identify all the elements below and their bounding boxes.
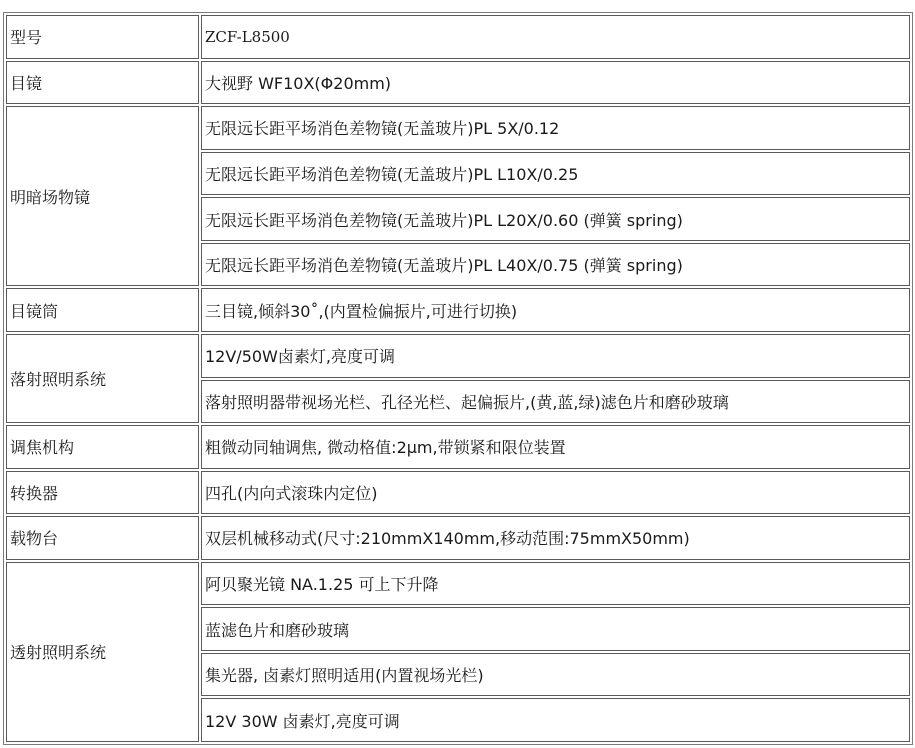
row-value: 12V 30W 卤素灯,亮度可调: [201, 698, 910, 742]
row-label: 目镜: [6, 61, 199, 105]
row-label: 调焦机构: [6, 425, 199, 469]
row-value: 大视野 WF10X(Φ20mm): [201, 61, 910, 105]
row-value: 阿贝聚光镜 NA.1.25 可上下升降: [201, 562, 910, 606]
row-value: 蓝滤色片和磨砂玻璃: [201, 607, 910, 651]
row-label: 转换器: [6, 471, 199, 515]
row-value: 无限远长距平场消色差物镜(无盖玻片)PL L10X/0.25: [201, 152, 910, 196]
table-row: [6, 516, 910, 560]
row-value: 无限远长距平场消色差物镜(无盖玻片)PL L40X/0.75 (弹簧 spring): [201, 243, 910, 287]
table-row: [6, 425, 910, 469]
row-value: ZCF-L8500: [201, 15, 910, 59]
row-value: 无限远长距平场消色差物镜(无盖玻片)PL L20X/0.60 (弹簧 spring): [201, 197, 910, 241]
row-label: 目镜筒: [6, 288, 199, 332]
row-label: 载物台: [6, 516, 199, 560]
table-row: [6, 15, 910, 59]
table-row: [6, 562, 910, 606]
row-value: 集光器, 卤素灯照明适用(内置视场光栏): [201, 653, 910, 697]
table-row: [6, 334, 910, 378]
row-value: 三目镜,倾斜30˚,(内置检偏振片,可进行切换): [201, 288, 910, 332]
table-row: [6, 471, 910, 515]
row-value: 12V/50W卤素灯,亮度可调: [201, 334, 910, 378]
spec-table: [3, 12, 913, 745]
row-label: 明暗场物镜: [6, 106, 199, 286]
row-label: 型号: [6, 15, 199, 59]
row-value: 四孔(内向式滚珠内定位): [201, 471, 910, 515]
row-label: 落射照明系统: [6, 334, 199, 423]
row-value: 无限远长距平场消色差物镜(无盖玻片)PL 5X/0.12: [201, 106, 910, 150]
row-label: 透射照明系统: [6, 562, 199, 742]
row-value: 粗微动同轴调焦, 微动格值:2μm,带锁紧和限位装置: [201, 425, 910, 469]
table-row: [6, 61, 910, 105]
table-row: [6, 288, 910, 332]
row-value: 落射照明器带视场光栏、孔径光栏、起偏振片,(黄,蓝,绿)滤色片和磨砂玻璃: [201, 380, 910, 424]
row-value: 双层机械移动式(尺寸:210mmX140mm,移动范围:75mmX50mm): [201, 516, 910, 560]
table-row: [6, 106, 910, 150]
